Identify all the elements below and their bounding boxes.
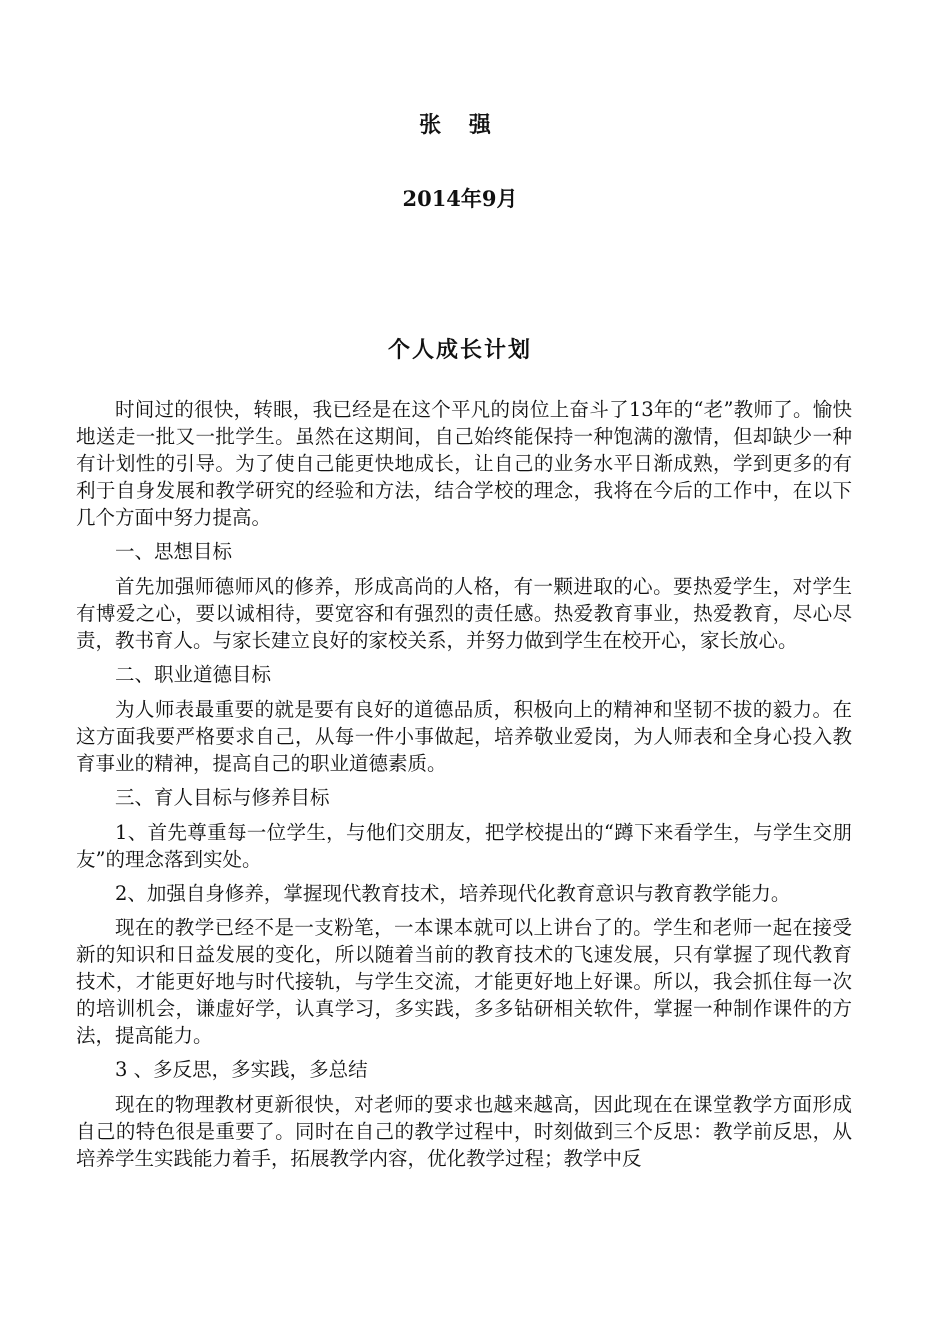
paragraph-item-2: 2、加强自身修养，掌握现代教育技术，培养现代化教育意识与教育教学能力。 bbox=[115, 882, 791, 905]
paragraph-reflection: 现在的物理教材更新很快，对老师的要求也越来越高，因此现在在课堂教学方面形成自己的特色很是重要了。同时在自己的教学过程中，时刻做到三个反思：教学前反思，从培养学生实践能力着手，拓展教学内容，优化教学过程；教学中反 bbox=[76, 1093, 852, 1170]
paragraph-technology: 现在的教学已经不是一支粉笔，一本课本就可以上讲台了的。学生和老师一起在接受新的知识和日益发展的变化，所以随着当前的教育技术的飞速发展，只有掌握了现代教育技术，才能更好地与时代接轨，与学生交流，才能更好地上好课。所以，我会抓住每一次的培训机会，谦虚好学，认真学习，多实践，多多钻研相关软件，掌握一种制作课件的方法，提高能力。 bbox=[76, 916, 852, 1047]
paragraph-ethics: 为人师表最重要的就是要有良好的道德品质，积极向上的精神和坚韧不拔的毅力。在这方面我要严格要求自己，从每一件小事做起，培养敬业爱岗，为人师表和全身心投入教育事业的精神，提高自己的职业道德素质。 bbox=[76, 698, 852, 775]
document-body bbox=[76, 396, 852, 1179]
section-heading-reflection: 3 、多反思，多实践，多总结 bbox=[115, 1058, 368, 1081]
paragraph-thought: 首先加强师德师风的修养，形成高尚的人格，有一颗进取的心。要热爱学生，对学生有博爱之心，要以诚相待，要宽容和有强烈的责任感。热爱教育事业，热爱教育，尽心尽责，教书育人。与家长建立良好的家校关系，并努力做到学生在校开心，家长放心。 bbox=[76, 575, 852, 652]
paragraph-item-1: 1、首先尊重每一位学生，与他们交朋友，把学校提出的“蹲下来看学生，与学生交朋友”的理念落到实处。 bbox=[76, 821, 852, 871]
intro-paragraph: 时间过的很快，转眼，我已经是在这个平凡的岗位上奋斗了13年的“老”教师了。愉快地送走一批又一批学生。虽然在这期间，自己始终能保持一种饱满的激情，但却缺少一种有计划性的引导。为了使自己能更快地成长，让自己的业务水平日渐成熟，学到更多的有利于自身发展和教学研究的经验和方法，结合学校的理念，我将在今后的工作中，在以下几个方面中努力提高。 bbox=[76, 398, 852, 529]
author-name: 张 强 bbox=[419, 112, 501, 138]
section-heading-thought: 一、思想目标 bbox=[115, 540, 233, 563]
section-heading-ethics: 二、职业道德目标 bbox=[115, 663, 272, 686]
section-heading-education: 三、育人目标与修养目标 bbox=[115, 786, 330, 809]
document-title: 个人成长计划 bbox=[387, 337, 532, 363]
document-date: 2014年9月 bbox=[402, 186, 518, 211]
